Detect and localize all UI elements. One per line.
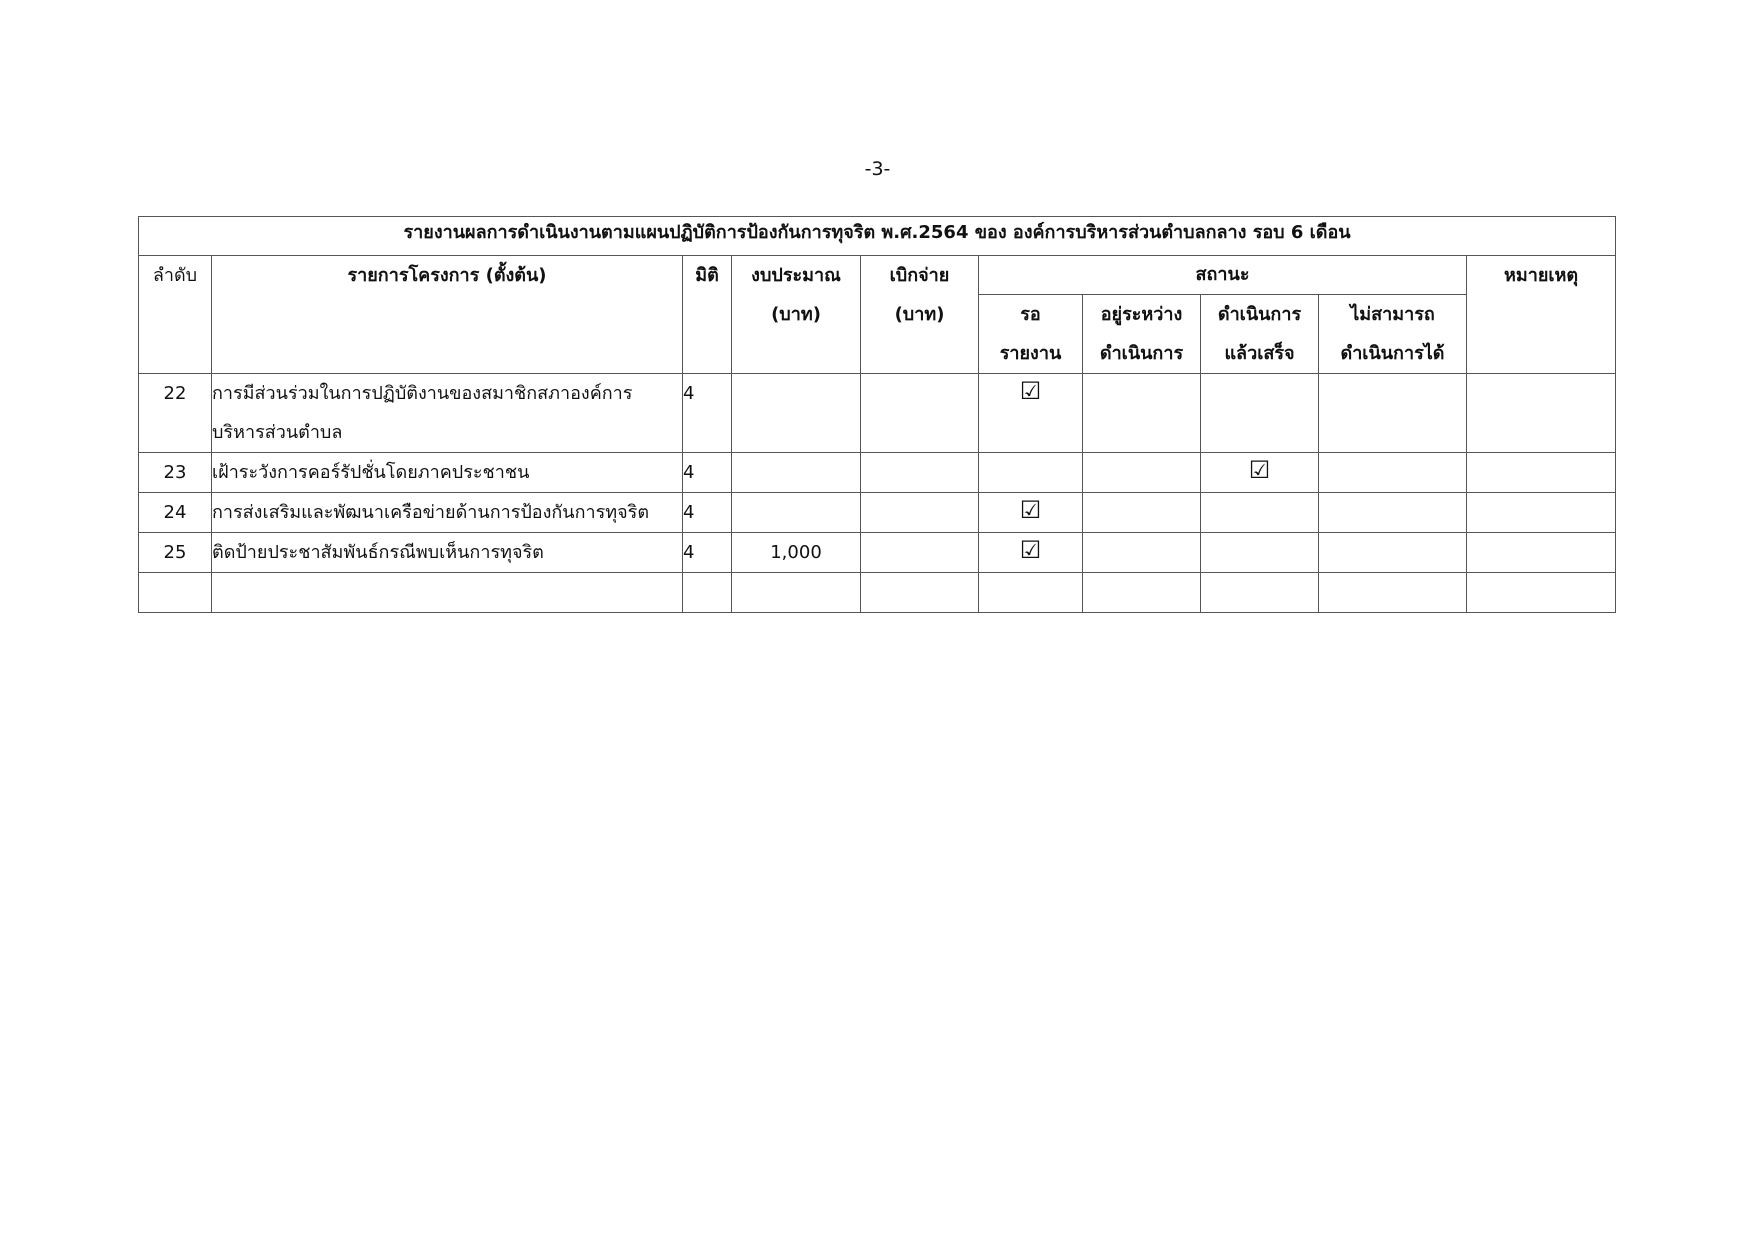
row-remarks (1467, 533, 1616, 573)
empty-cell (979, 573, 1083, 613)
empty-cell (1201, 573, 1319, 613)
header-status-unable-line2: ดำเนินการได้ (1340, 343, 1445, 364)
row-no: 24 (139, 493, 212, 533)
table-row-empty (139, 573, 1616, 613)
header-remarks: หมายเหตุ (1467, 256, 1616, 374)
empty-cell (139, 573, 212, 613)
row-disbursed (861, 493, 979, 533)
header-status-unable (1319, 295, 1467, 374)
header-status-awaiting-line1: รอ (1020, 304, 1041, 325)
row-dimension: 4 (683, 374, 732, 453)
table-row (139, 374, 1616, 453)
report-table (138, 216, 1616, 613)
table-row (139, 453, 1616, 493)
checkbox-checked-icon: ☑ (1019, 536, 1042, 564)
row-disbursed (861, 374, 979, 453)
header-status-completed-line1: ดำเนินการ (1217, 304, 1302, 325)
header-budget (732, 256, 861, 374)
checkbox-checked-icon: ☑ (1019, 496, 1042, 524)
row-no: 23 (139, 453, 212, 493)
empty-cell (1319, 573, 1467, 613)
empty-cell (1467, 573, 1616, 613)
row-status-completed (1201, 493, 1319, 533)
row-project: เฝ้าระวังการคอร์รัปชั่นโดยภาคประชาชน (212, 453, 683, 493)
row-dimension: 4 (683, 493, 732, 533)
row-status-awaiting (979, 533, 1083, 573)
row-dimension: 4 (683, 533, 732, 573)
header-status-in-progress (1083, 295, 1201, 374)
row-project-line1: การมีส่วนร่วมในการปฏิบัติงานของสมาชิกสภาองค์การ (212, 383, 633, 404)
row-status-awaiting (979, 374, 1083, 453)
header-status-in-progress-line2: ดำเนินการ (1099, 343, 1184, 364)
row-status-completed (1201, 533, 1319, 573)
header-project: รายการโครงการ (ตั้งต้น) (212, 256, 683, 374)
header-no: ลำดับ (139, 256, 212, 374)
row-project-line2: บริหารส่วนตำบล (212, 422, 343, 443)
row-status-in-progress (1083, 493, 1201, 533)
row-budget (732, 374, 861, 453)
row-no: 22 (139, 374, 212, 453)
row-no: 25 (139, 533, 212, 573)
row-project (212, 374, 683, 453)
header-disbursed (861, 256, 979, 374)
row-status-unable (1319, 533, 1467, 573)
row-status-unable (1319, 493, 1467, 533)
header-status-unable-line1: ไม่สามารถ (1350, 304, 1435, 325)
header-budget-line2: (บาท) (771, 304, 821, 325)
report-title: รายงานผลการดำเนินงานตามแผนปฏิบัติการป้องกันการทุจริต พ.ศ.2564 ของ องค์การบริหารส่วนตำบลกลาง รอบ 6 เดือน (139, 217, 1616, 256)
row-status-in-progress (1083, 453, 1201, 493)
page-number: -3- (864, 158, 891, 180)
row-budget (732, 453, 861, 493)
row-status-awaiting (979, 493, 1083, 533)
header-status: สถานะ (979, 256, 1467, 295)
row-status-completed (1201, 374, 1319, 453)
row-disbursed (861, 533, 979, 573)
header-disbursed-line1: เบิกจ่าย (889, 265, 950, 286)
row-status-completed (1201, 453, 1319, 493)
checkbox-checked-icon: ☑ (1019, 377, 1042, 405)
header-dimension: มิติ (683, 256, 732, 374)
table-row (139, 533, 1616, 573)
checkbox-checked-icon: ☑ (1248, 456, 1271, 484)
row-dimension: 4 (683, 453, 732, 493)
row-status-awaiting (979, 453, 1083, 493)
row-status-in-progress (1083, 533, 1201, 573)
header-status-awaiting-line2: รายงาน (999, 343, 1062, 364)
row-disbursed (861, 453, 979, 493)
header-disbursed-line2: (บาท) (894, 304, 945, 325)
row-project: การส่งเสริมและพัฒนาเครือข่ายด้านการป้องกันการทุจริต (212, 493, 683, 533)
header-status-in-progress-line1: อยู่ระหว่าง (1100, 304, 1183, 325)
header-status-awaiting (979, 295, 1083, 374)
table-row (139, 493, 1616, 533)
row-budget (732, 493, 861, 533)
empty-cell (732, 573, 861, 613)
empty-cell (861, 573, 979, 613)
row-status-unable (1319, 374, 1467, 453)
empty-cell (683, 573, 732, 613)
row-status-in-progress (1083, 374, 1201, 453)
empty-cell (212, 573, 683, 613)
empty-cell (1083, 573, 1201, 613)
row-budget: 1,000 (732, 533, 861, 573)
header-status-completed-line2: แล้วเสร็จ (1224, 343, 1295, 364)
row-remarks (1467, 493, 1616, 533)
header-budget-line1: งบประมาณ (751, 265, 841, 286)
row-project: ติดป้ายประชาสัมพันธ์กรณีพบเห็นการทุจริต (212, 533, 683, 573)
row-remarks (1467, 374, 1616, 453)
row-remarks (1467, 453, 1616, 493)
header-status-completed (1201, 295, 1319, 374)
row-status-unable (1319, 453, 1467, 493)
